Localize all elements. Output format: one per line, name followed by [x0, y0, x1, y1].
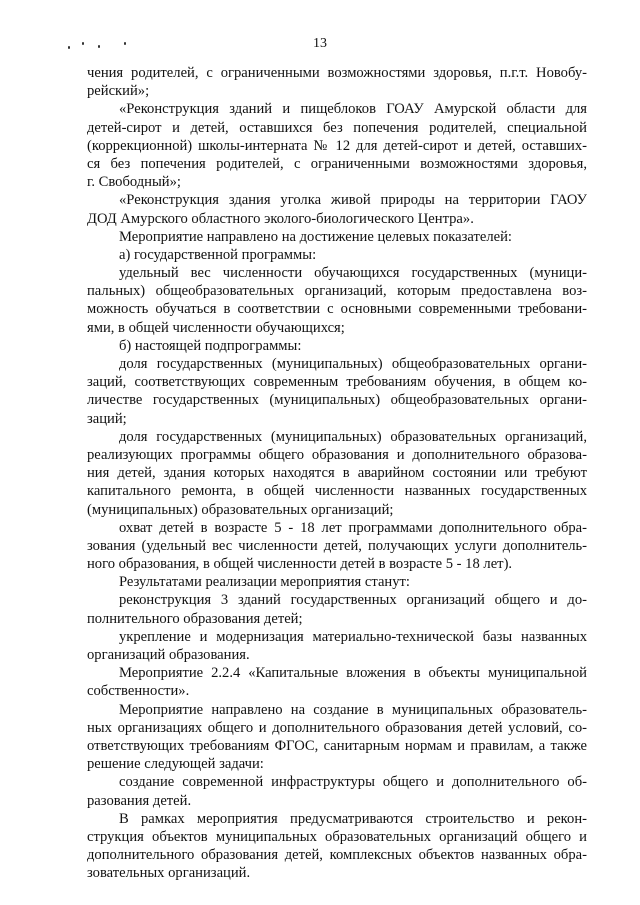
text-line: ся без попечения родителей, с ограниченными возможностями здоровья,: [87, 155, 587, 172]
text-line: ния детей, здания которых находятся в аварийном состоянии или требуют: [87, 465, 587, 482]
text-line: Мероприятие 2.2.4 «Капитальные вложения в объекты муниципальной: [119, 665, 587, 682]
text-line: личестве государственных (муниципальных) общеобразовательных органи-: [87, 392, 587, 409]
text-line: собственности».: [87, 683, 190, 700]
text-line: охват детей в возрасте 5 - 18 лет программами дополнительного обра-: [119, 519, 587, 536]
text-line: (муниципальных) образовательных организаций;: [87, 501, 394, 518]
text-line: разования детей.: [87, 792, 192, 809]
text-line: решение следующей задачи:: [87, 756, 264, 773]
text-line: реконструкция 3 зданий государственных организаций общего и до-: [119, 592, 587, 609]
text-line: доля государственных (муниципальных) образовательных организаций,: [119, 428, 587, 445]
text-line: зования (удельный вес численности детей, получающих услуги дополнитель-: [87, 537, 587, 554]
text-line: струкция объектов муниципальных образовательных организаций общего и: [87, 828, 587, 845]
text-line: полнительного образования детей;: [87, 610, 303, 627]
text-line: «Реконструкция зданий и пищеблоков ГОАУ Амурской области для: [119, 101, 587, 118]
text-line: Мероприятие направлено на создание в муниципальных образователь-: [119, 701, 587, 718]
text-line: рейский»;: [87, 83, 150, 100]
text-line: можность обучаться в соответствии с основными современными требовани-: [87, 301, 587, 318]
text-line: организаций образования.: [87, 647, 250, 663]
text-line: ных организациях общего и дополнительного образования детей условий, со-: [87, 719, 587, 736]
text-line: создание современной инфраструктуры общего и дополнительного об-: [119, 774, 587, 791]
page-number: 13: [313, 36, 327, 51]
text-line: пальных) общеобразовательных организаций, которым предоставлена воз-: [87, 283, 587, 300]
text-line: ями, в общей численности обучающихся;: [87, 319, 345, 336]
text-line: заций, соответствующих современным требованиям обучения, в общем ко-: [87, 374, 587, 391]
text-line: дополнительного образования детей, комплексных объектов названных обра-: [87, 847, 587, 864]
text-line: капитального ремонта, в общей численности названных государственных: [87, 483, 587, 500]
text-line: реализующих программы общего образования и дополнительного образова-: [87, 446, 587, 463]
text-line: (коррекционной) школы-интерната № 12 для детей-сирот и детей, оставших-: [87, 137, 587, 154]
text-line: укрепление и модернизация материально-технической базы названных: [119, 628, 587, 645]
text-line: В рамках мероприятия предусматриваются строительство и рекон-: [119, 810, 587, 827]
document-body: [87, 64, 587, 882]
text-line: Результатами реализации мероприятия станут:: [119, 574, 410, 591]
text-line: заций;: [87, 410, 127, 427]
text-line: Мероприятие направлено на достижение целевых показателей:: [119, 228, 512, 245]
scan-specks: [68, 40, 138, 52]
text-line: ответствующих требованиям ФГОС, санитарным нормам и правилам, а также: [87, 737, 587, 754]
text-line: чения родителей, с ограниченными возможностями здоровья, п.г.т. Новобу-: [87, 65, 587, 81]
text-line: г. Свободный»;: [87, 174, 181, 191]
text-line: «Реконструкция здания уголка живой природы на территории ГАОУ: [119, 192, 587, 209]
text-line: ного образования, в общей численности детей в возрасте 5 - 18 лет).: [87, 556, 513, 573]
text-line: детей-сирот и детей, оставшихся без попечения родителей, специальной: [87, 119, 587, 136]
text-line: удельный вес численности обучающихся государственных (муници-: [119, 265, 587, 282]
text-line: зовательных организаций.: [87, 865, 251, 882]
text-line: ДОД Амурского областного эколого-биологического Центра».: [87, 210, 474, 227]
text-line: доля государственных (муниципальных) общеобразовательных органи-: [119, 356, 587, 372]
text-line: а) государственной программы:: [119, 246, 317, 263]
text-line: б) настоящей подпрограммы:: [119, 337, 302, 354]
